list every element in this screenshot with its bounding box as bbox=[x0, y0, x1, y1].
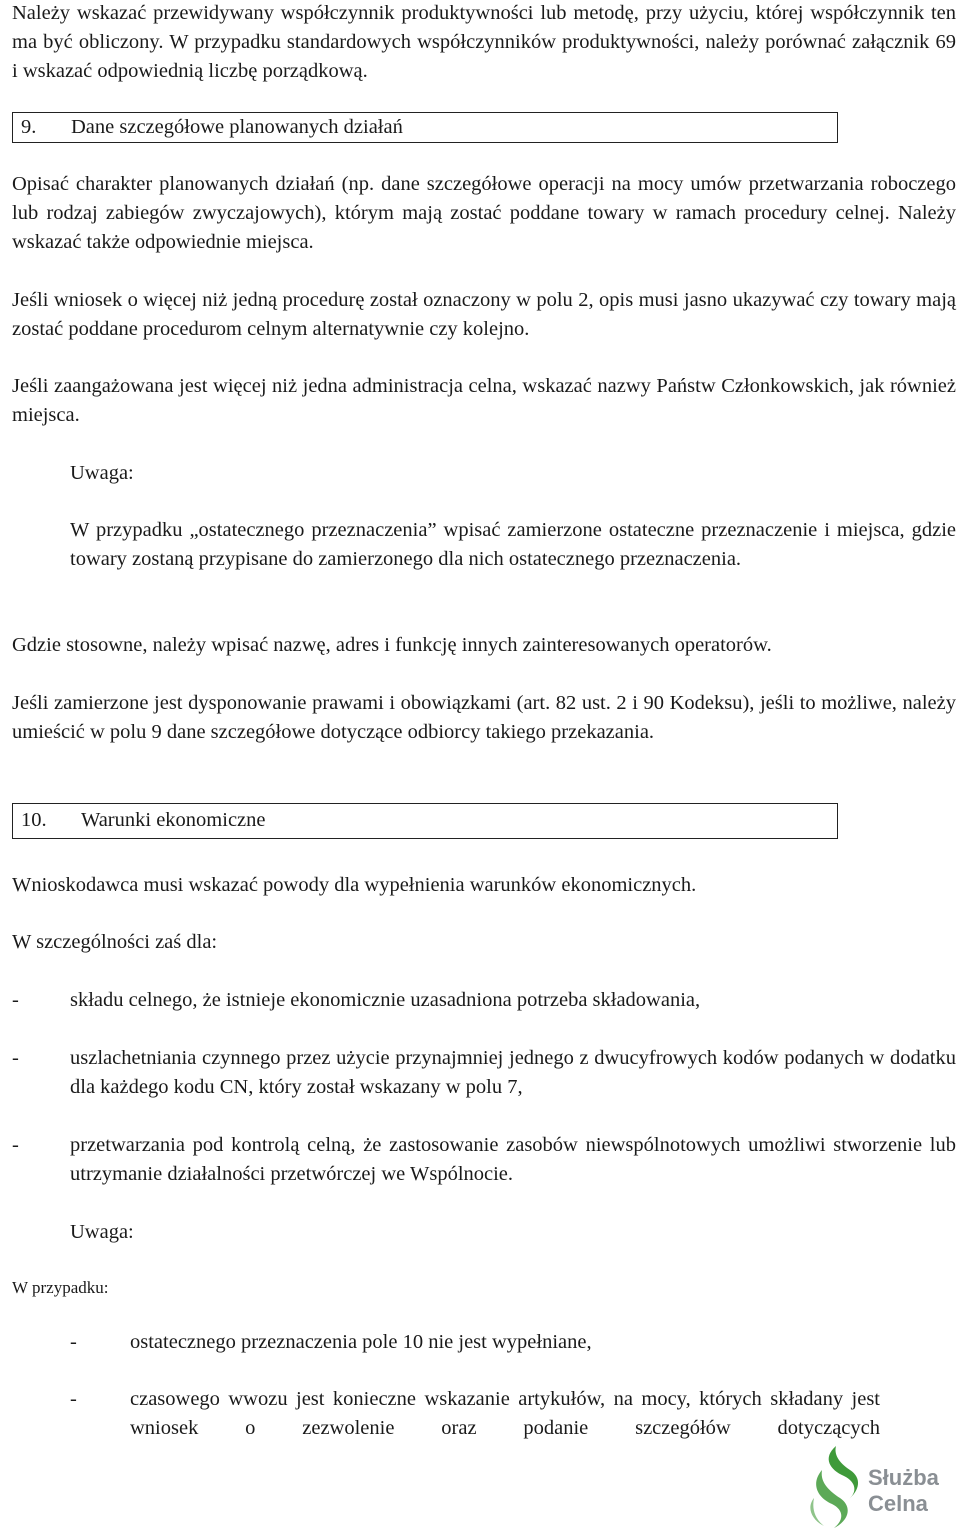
section-9-paragraph-2: Jeśli wniosek o więcej niż jedną procedurę został oznaczony w polu 2, opis musi jasno ukazywać czy towary mają zostać poddane procedurom celnym alternatywnie czy kolejno. bbox=[12, 289, 956, 340]
list-dash: - bbox=[12, 989, 19, 1011]
list-item-text: ostatecznego przeznaczenia pole 10 nie jest wypełniane, bbox=[130, 1331, 592, 1353]
section-9-note-text: W przypadku „ostatecznego przeznaczenia” wpisać zamierzone ostateczne przeznaczenie i miejsca, gdzie towary zostaną przypisane do zamierzonego dla nich ostatecznego przeznaczenia. bbox=[70, 519, 956, 570]
section-9-paragraph-5: Jeśli zamierzone jest dysponowanie prawami i obowiązkami (art. 82 ust. 2 i 90 Kodeksu), jeśli to możliwe, należy umieścić w polu 9 dane szczegółowe dotyczące odbiorcy takiego przekazania. bbox=[12, 692, 956, 743]
section-10-note-label: Uwaga: bbox=[70, 1221, 134, 1243]
list-item-text: czasowego wwozu jest konieczne wskazanie artykułów, na mocy, których składany jest wniosek o zezwolenie oraz podanie szczegółów dotyczących bbox=[130, 1388, 880, 1439]
logo-mark-icon bbox=[800, 1440, 870, 1529]
section-9-paragraph-4: Gdzie stosowne, należy wpisać nazwę, adres i funkcję innych zainteresowanych operatorów. bbox=[12, 634, 772, 656]
list-dash: - bbox=[12, 1047, 19, 1069]
note-list-item bbox=[70, 1385, 956, 1445]
section-10-number: 10. bbox=[21, 809, 47, 831]
section-10-paragraph-2: W szczególności zaś dla: bbox=[12, 931, 218, 953]
section-9-title: Dane szczegółowe planowanych działań bbox=[71, 116, 403, 138]
section-10-title: Warunki ekonomiczne bbox=[81, 809, 266, 831]
section-9-note-label: Uwaga: bbox=[70, 462, 134, 484]
sluzba-celna-logo bbox=[800, 1440, 960, 1529]
list-item-text: uszlachetniania czynnego przez użycie przynajmniej jednego z dwucyfrowych kodów podanych w dodatku dla każdego kodu CN, który został wskazany w polu 7, bbox=[70, 1047, 956, 1098]
section-10-note-sub: W przypadku: bbox=[12, 1278, 109, 1297]
section-10-heading bbox=[12, 803, 838, 839]
list-dash: - bbox=[70, 1388, 77, 1410]
section-9-heading bbox=[12, 112, 838, 143]
list-item-text: przetwarzania pod kontrolą celną, że zastosowanie zasobów niewspólnotowych umożliwi stworzenie lub utrzymanie działalności przetwórczej we Wspólnocie. bbox=[70, 1134, 956, 1185]
section-9-paragraph-1: Opisać charakter planowanych działań (np. dane szczegółowe operacji na mocy umów przetwarzania roboczego lub rodzaj zabiegów zwyczajowych), którym mają zostać poddane towary w ramach procedury celnej. Należy wskazać także odpowiednie miejsca. bbox=[12, 173, 956, 253]
note-list-item bbox=[70, 1328, 956, 1358]
list-item bbox=[12, 1044, 956, 1104]
list-item bbox=[12, 986, 956, 1016]
logo-text-line-1: Służba bbox=[868, 1465, 939, 1490]
intro-paragraph: Należy wskazać przewidywany współczynnik produktywności lub metodę, przy użyciu, której współczynnik ten ma być obliczony. W przypadku standardowych współczynników produktywności, należy porównać załącznik 69 i wskazać odpowiednią liczbę porządkową. bbox=[12, 2, 956, 82]
section-9-paragraph-3: Jeśli zaangażowana jest więcej niż jedna administracja celna, wskazać nazwy Państw Członkowskich, jak również miejsca. bbox=[12, 375, 956, 426]
list-item bbox=[12, 1131, 956, 1191]
logo-text-line-2: Celna bbox=[868, 1491, 928, 1516]
section-10-paragraph-1: Wnioskodawca musi wskazać powody dla wypełnienia warunków ekonomicznych. bbox=[12, 874, 697, 896]
section-9-number: 9. bbox=[21, 116, 37, 138]
list-item-text: składu celnego, że istnieje ekonomicznie uzasadniona potrzeba składowania, bbox=[70, 989, 701, 1011]
list-dash: - bbox=[12, 1134, 19, 1156]
list-dash: - bbox=[70, 1331, 77, 1353]
